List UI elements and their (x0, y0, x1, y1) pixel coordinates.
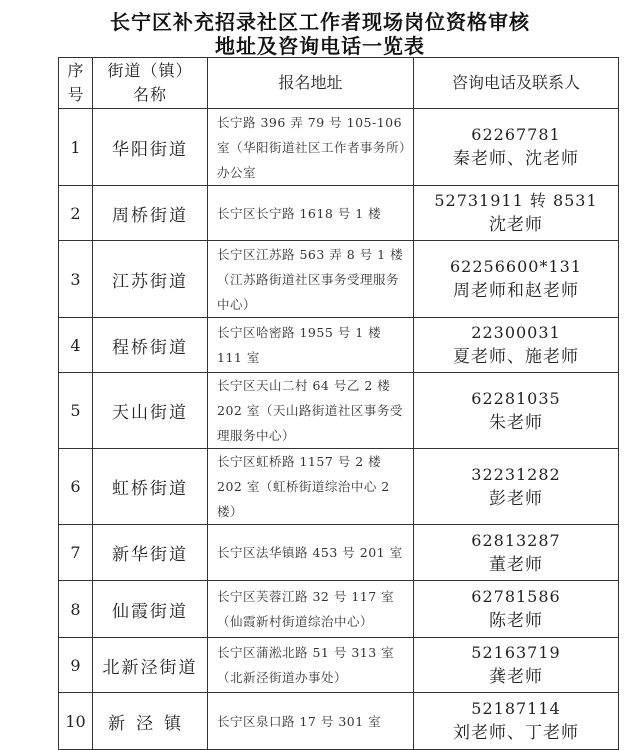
contact (414, 638, 619, 693)
row-number: 3 (59, 241, 93, 318)
address: 长宁区天山二村 64 号乙 2 楼 202 室（天山路街道社区事务受理服务中心） (208, 373, 414, 449)
table-row (59, 109, 619, 186)
header-street-line2: 名称 (132, 85, 167, 104)
contact-person: 夏老师、施老师 (453, 347, 579, 367)
header-street-name (93, 58, 208, 109)
contact (414, 241, 619, 318)
contact (414, 693, 619, 750)
table-row (59, 373, 619, 449)
table-row (59, 525, 619, 581)
row-number: 10 (59, 693, 93, 750)
contact-person: 沈老师 (489, 215, 543, 235)
row-number: 2 (59, 186, 93, 241)
table-row (59, 581, 619, 638)
address: 长宁区虹桥路 1157 号 2 楼 202 室（虹桥街道综治中心 2 楼） (208, 449, 414, 525)
header-number-line1: 序 (67, 61, 84, 80)
document-title-line1: 长宁区补充招录社区工作者现场岗位资格审核 (110, 10, 530, 34)
phone-number: 62813287 (471, 530, 561, 550)
row-number: 5 (59, 373, 93, 449)
phone-number: 62781586 (471, 587, 561, 606)
contact-table (58, 57, 619, 750)
contact (414, 186, 619, 241)
phone-number: 22300031 (471, 323, 561, 342)
header-contact: 咨询电话及联系人 (414, 58, 619, 109)
address: 长宁区泉口路 17 号 301 室 (208, 693, 414, 750)
phone-number: 52187114 (471, 699, 561, 718)
row-number: 9 (59, 638, 93, 693)
contact (414, 318, 619, 373)
address: 长宁区芙蓉江路 32 号 117 室（仙霞新村街道综治中心） (208, 581, 414, 638)
table-row (59, 318, 619, 373)
contact (414, 449, 619, 525)
header-street-line1: 街道（镇） (107, 61, 193, 80)
address: 长宁区哈密路 1955 号 1 楼 111 室 (208, 318, 414, 373)
address: 长宁区法华镇路 453 号 201 室 (208, 525, 414, 581)
contact-person: 龚老师 (489, 667, 543, 687)
table-row (59, 241, 619, 318)
street-name: 新泾镇 (93, 693, 208, 750)
table-row (59, 693, 619, 750)
contact (414, 109, 619, 186)
contact (414, 525, 619, 581)
street-name: 天山街道 (93, 373, 208, 449)
phone-number: 62267781 (471, 125, 561, 144)
header-number (59, 58, 93, 109)
row-number: 7 (59, 525, 93, 581)
row-number: 1 (59, 109, 93, 186)
contact-person: 彭老师 (489, 488, 543, 509)
contact-person: 秦老师、沈老师 (453, 149, 579, 169)
contact (414, 581, 619, 638)
header-address: 报名地址 (208, 58, 414, 109)
phone-number: 62256600*131 (450, 257, 582, 276)
street-name: 北新泾街道 (93, 638, 208, 693)
address: 长宁路 396 弄 79 号 105-106 室（华阳街道社区工作者事务所）办公室 (208, 109, 414, 186)
contact-person: 陈老师 (489, 611, 543, 631)
phone-number: 32231282 (471, 464, 561, 484)
street-name: 江苏街道 (93, 241, 208, 318)
street-name: 华阳街道 (93, 109, 208, 186)
street-name: 仙霞街道 (93, 581, 208, 638)
header-number-line2: 号 (67, 85, 84, 104)
street-name: 虹桥街道 (93, 449, 208, 525)
contact (414, 373, 619, 449)
table-row (59, 186, 619, 241)
contact-person: 周老师和赵老师 (453, 281, 579, 301)
document-title-line2: 地址及咨询电话一览表 (215, 34, 425, 58)
row-number: 6 (59, 449, 93, 525)
contact-person: 刘老师、丁老师 (453, 723, 579, 743)
street-name: 周桥街道 (93, 186, 208, 241)
street-name: 新华街道 (93, 525, 208, 581)
address: 长宁区蒲淞北路 51 号 313 室（北新泾街道办事处） (208, 638, 414, 693)
row-number: 4 (59, 318, 93, 373)
table-row (59, 638, 619, 693)
street-name: 程桥街道 (93, 318, 208, 373)
phone-number: 52731911 转 8531 (434, 191, 598, 210)
contact-person: 董老师 (489, 554, 543, 575)
contact-person: 朱老师 (489, 412, 543, 433)
phone-number: 62281035 (471, 388, 561, 408)
table-header-row (59, 58, 619, 109)
table-row (59, 449, 619, 525)
address: 长宁区江苏路 563 弄 8 号 1 楼（江苏路街道社区事务受理服务中心） (208, 241, 414, 318)
phone-number: 52163719 (471, 643, 561, 662)
row-number: 8 (59, 581, 93, 638)
address: 长宁区长宁路 1618 号 1 楼 (208, 186, 414, 241)
